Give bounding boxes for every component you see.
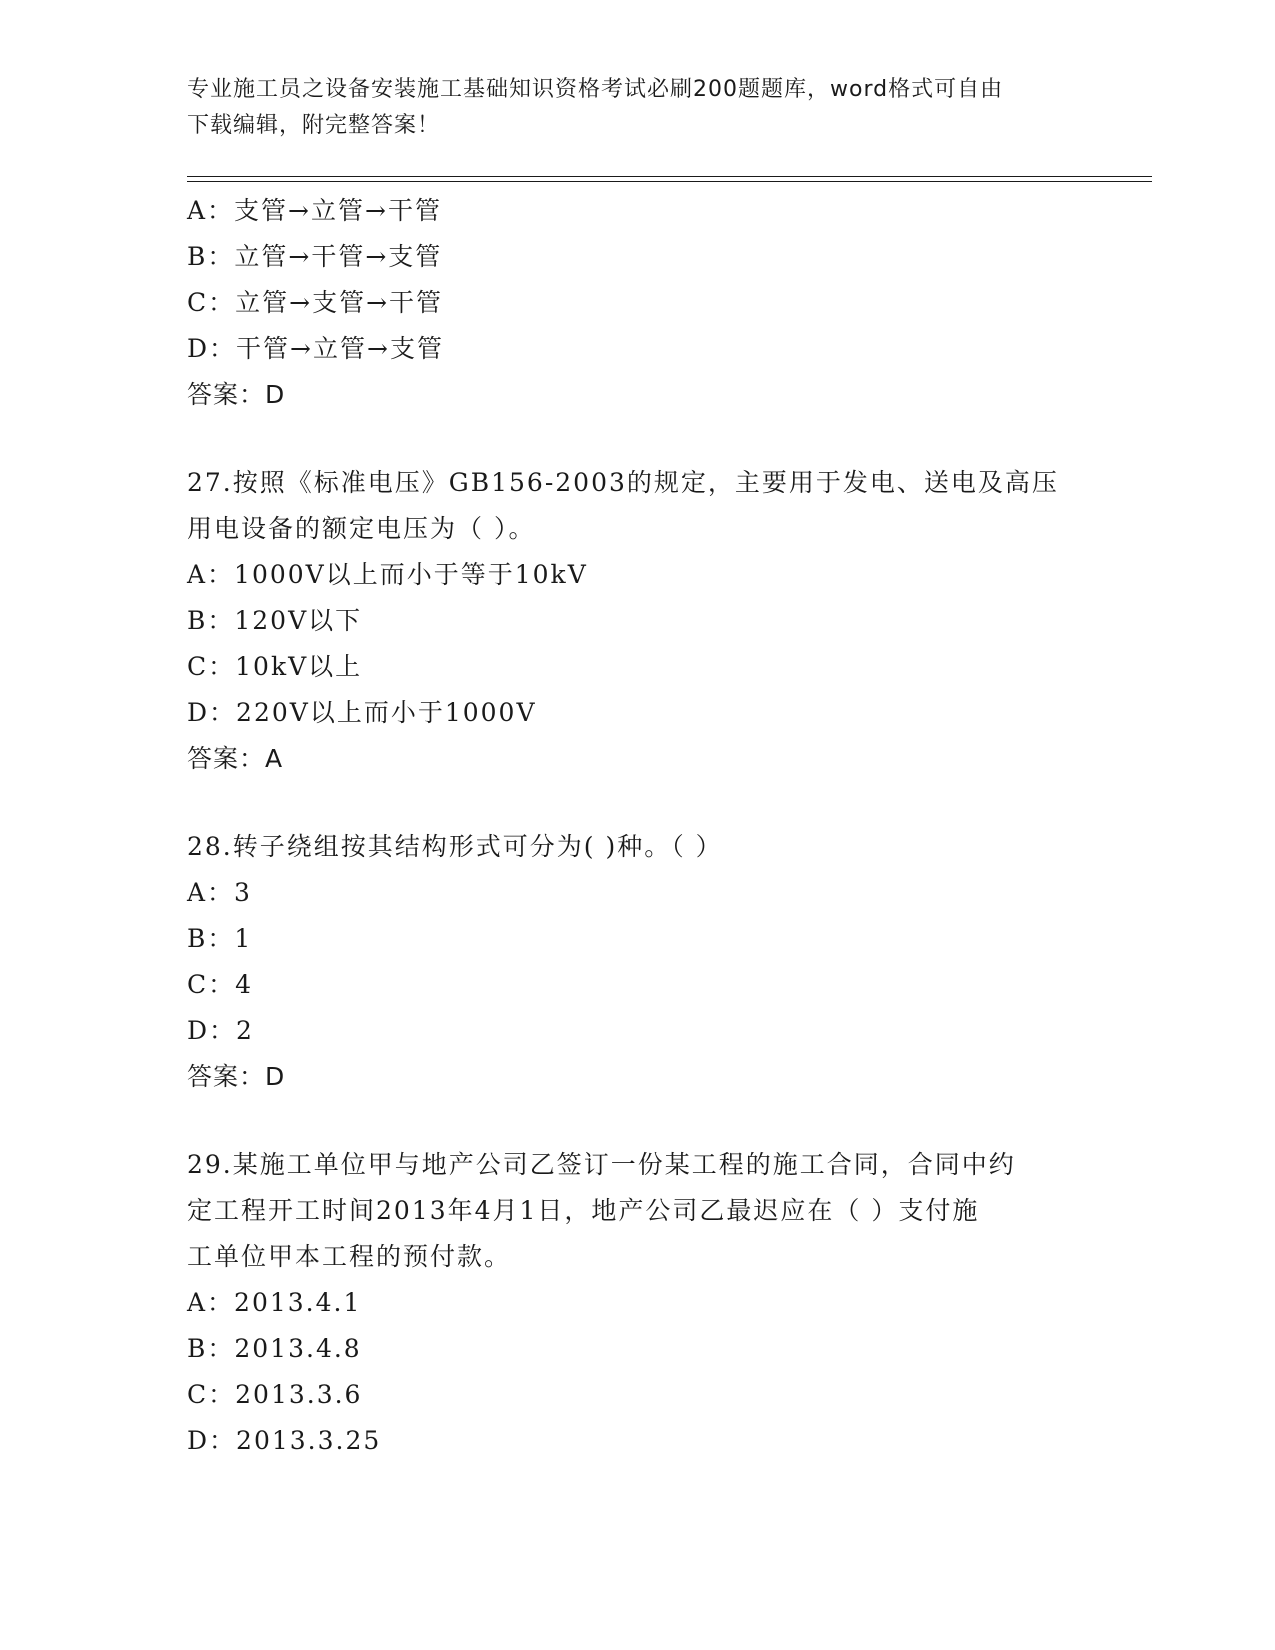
header-divider xyxy=(187,176,1152,182)
question-stem: 工单位甲本工程的预付款。 xyxy=(187,1242,512,1271)
option-d: D：2013.3.25 xyxy=(187,1426,382,1455)
option-a: A：支管→立管→干管 xyxy=(187,196,442,225)
option-c: C：4 xyxy=(187,970,254,999)
option-c: C：10kV以上 xyxy=(187,652,363,681)
question-26 xyxy=(187,188,1107,418)
option-c: C：2013.3.6 xyxy=(187,1380,363,1409)
option-d: D：干管→立管→支管 xyxy=(187,334,444,363)
option-d: D：2 xyxy=(187,1016,254,1045)
option-b: B：2013.4.8 xyxy=(187,1334,362,1363)
question-27 xyxy=(187,460,1107,782)
option-b: B：120V以下 xyxy=(187,606,363,635)
question-stem: 用电设备的额定电压为（ ）。 xyxy=(187,514,536,543)
question-stem: 29.某施工单位甲与地产公司乙签订一份某工程的施工合同，合同中约 xyxy=(187,1150,1016,1179)
option-b: B：1 xyxy=(187,924,253,953)
option-a: A：2013.4.1 xyxy=(187,1288,362,1317)
question-stem: 27.按照《标准电压》GB156-2003的规定，主要用于发电、送电及高压 xyxy=(187,468,1059,497)
question-stem: 28.转子绕组按其结构形式可分为( )种。（ ） xyxy=(187,832,723,861)
page-header xyxy=(187,72,1087,144)
option-b: B：立管→干管→支管 xyxy=(187,242,443,271)
option-a: A：3 xyxy=(187,878,252,907)
option-d: D：220V以上而小于1000V xyxy=(187,698,537,727)
option-a: A：1000V以上而小于等于10kV xyxy=(187,560,588,589)
answer-line: 答案：D xyxy=(187,1062,286,1091)
question-stem: 定工程开工时间2013年4月1日，地产公司乙最迟应在（ ）支付施 xyxy=(187,1196,980,1225)
answer-line: 答案：D xyxy=(187,380,286,409)
question-28 xyxy=(187,824,1107,1100)
answer-line: 答案：A xyxy=(187,744,284,773)
question-list xyxy=(187,188,1107,1464)
question-29 xyxy=(187,1142,1107,1464)
header-line-2: 下载编辑，附完整答案！ xyxy=(187,113,441,138)
header-line-1: 专业施工员之设备安装施工基础知识资格考试必刷200题题库，word格式可自由 xyxy=(187,77,1004,102)
option-c: C：立管→支管→干管 xyxy=(187,288,444,317)
